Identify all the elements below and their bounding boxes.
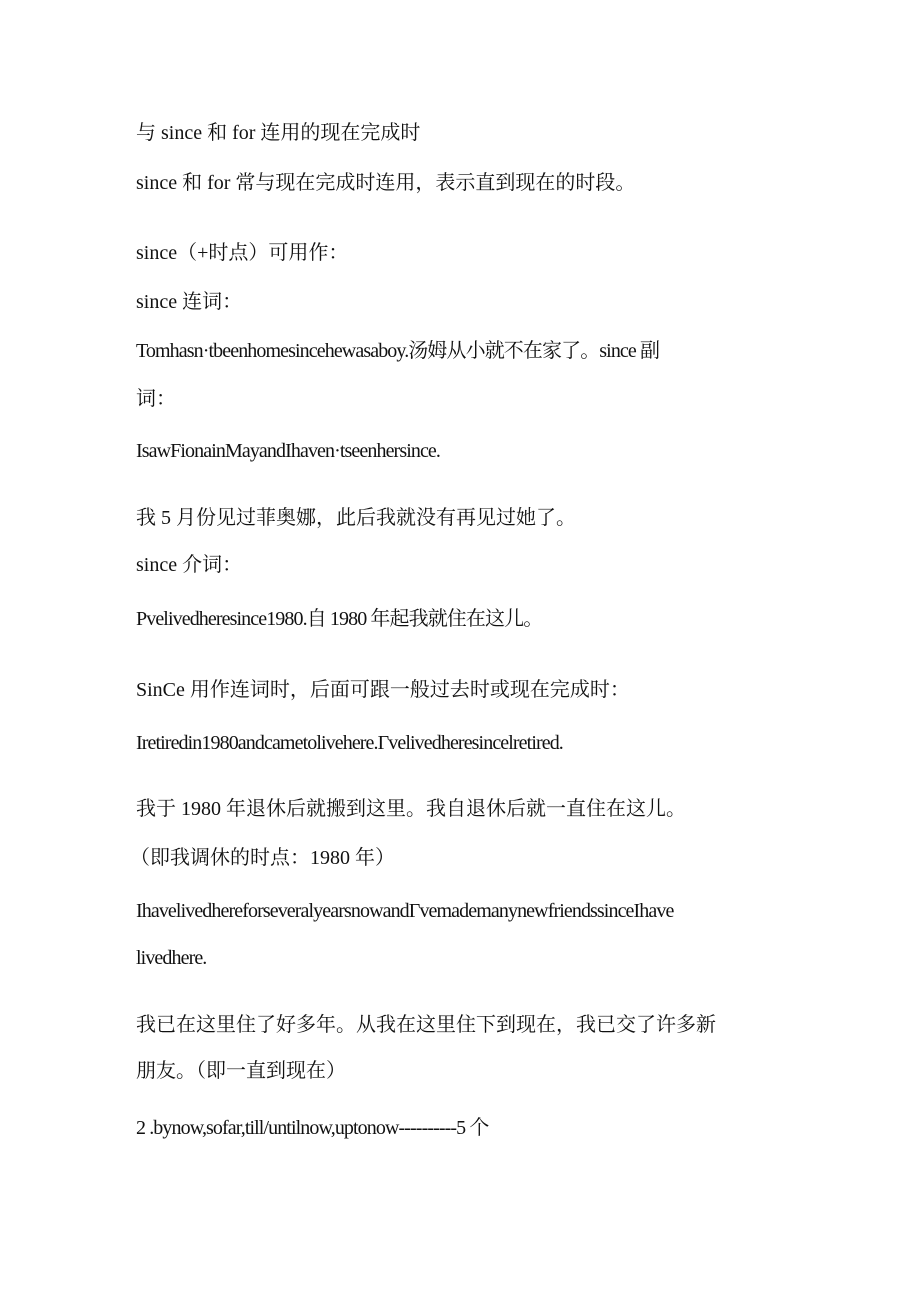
example-sentence-2: IsawFionainMayandIhaven·tseenhersince. bbox=[136, 440, 441, 462]
section-heading: 与 since 和 for 连用的现在完成时 bbox=[136, 122, 421, 144]
translation-4: 我于 1980 年退休后就搬到这里。我自退休后就一直住在这儿。 bbox=[136, 798, 686, 820]
since-conjunction-label: since 连词： bbox=[136, 291, 243, 313]
since-usage-heading: since（+时点）可用作： bbox=[136, 242, 349, 264]
translation-5-continuation: 朋友。（即一直到现在） bbox=[136, 1060, 346, 1082]
intro-paragraph: since 和 for 常与现在完成时连用，表示直到现在的时段。 bbox=[136, 172, 636, 194]
example-sentence-3: Pvelivedheresince1980.自 1980 年起我就住在这儿。 bbox=[136, 608, 543, 630]
example-sentence-5-continuation: livedhere. bbox=[136, 947, 207, 969]
since-conjunction-rule: SinCe 用作连词时，后面可跟一般过去时或现在完成时： bbox=[136, 679, 630, 701]
example-sentence-5: IhavelivedhereforseveralyearsnowandΓvemademanynewfriendssinceIhave bbox=[136, 900, 674, 922]
translation-5: 我已在这里住了好多年。从我在这里住下到现在，我已交了许多新 bbox=[136, 1014, 716, 1036]
next-section-heading: 2 .bynow,sofar,till/untilnow,uptonow----------5 个 bbox=[136, 1117, 489, 1139]
note-time-point: （即我调休的时点：1980 年） bbox=[130, 847, 395, 869]
translation-2: 我 5 月份见过菲奥娜，此后我就没有再见过她了。 bbox=[136, 507, 576, 529]
example-sentence-1: Tomhasn·tbeenhomesincehewasaboy.汤姆从小就不在家了。since 副 bbox=[136, 340, 660, 362]
since-preposition-label: since 介词： bbox=[136, 554, 243, 576]
example-sentence-4: Iretiredin1980andcametolivehere.Γvelivedheresincelretired. bbox=[136, 732, 563, 754]
adverb-label-continuation: 词： bbox=[136, 388, 176, 410]
